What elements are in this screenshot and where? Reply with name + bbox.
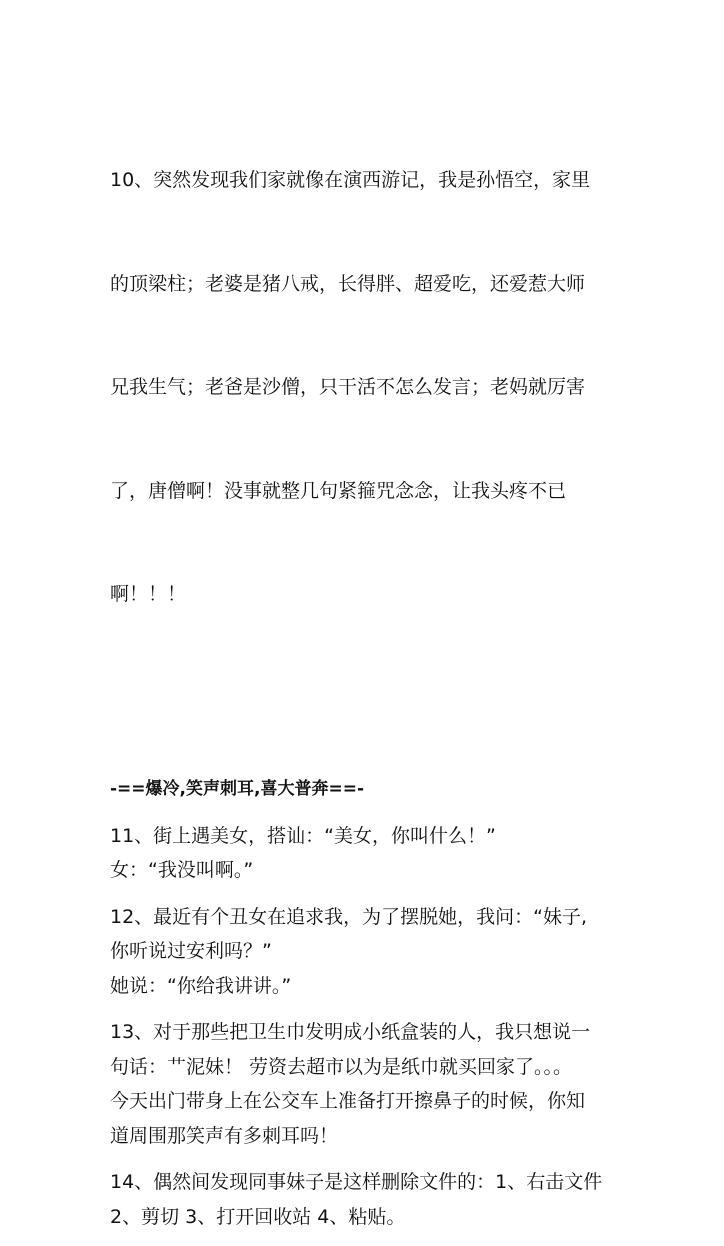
joke-12: [110, 900, 620, 1004]
section-spacer: [110, 681, 620, 772]
joke-14-line: 2、剪切 3、打开回收站 4、粘贴。: [110, 1205, 406, 1228]
joke-10-line: 的顶梁柱；老婆是猪八戒，长得胖、超爱吃，还爱惹大师: [110, 272, 586, 295]
joke-11-line: 女：“我没叫啊。”: [110, 859, 254, 881]
joke-10-line: 兄我生气；老爸是沙僧，只干活不怎么发言；老妈就厉害: [110, 376, 586, 398]
joke-13-line: 道周围那笑声有多刺耳吗！: [110, 1124, 339, 1147]
joke-11-line: 11、街上遇美女，搭讪：“美女，你叫什么！”: [110, 824, 496, 847]
joke-11: [110, 819, 620, 888]
joke-13-line: 句话：艹泥妹！ 劳资去超市以为是纸巾就买回家了。。。: [110, 1055, 573, 1078]
joke-13-line: 今天出门带身上在公交车上准备打开擦鼻子的时候，你知: [110, 1090, 586, 1112]
joke-12-line: 你听说过安利吗？”: [110, 940, 272, 962]
joke-12-line: 她说：“你给我讲讲。”: [110, 974, 292, 997]
joke-10-line: 10、突然发现我们家就像在演西游记，我是孙悟空，家里: [110, 169, 591, 191]
joke-14: [110, 1165, 620, 1234]
joke-10-line: 啊！！！: [110, 583, 187, 605]
document-page: [110, 94, 620, 1246]
joke-13: [110, 1015, 620, 1153]
joke-12-line: 12、最近有个丑女在追求我，为了摆脱她，我问：“妹子,: [110, 905, 588, 928]
joke-10-line: 了，唐僧啊！没事就整几句紧箍咒念念，让我头疼不已: [110, 479, 567, 502]
joke-13-line: 13、对于那些把卫生巾发明成小纸盒装的人，我只想说一: [110, 1021, 591, 1043]
joke-10-paragraph: [110, 94, 620, 681]
joke-14-line: 14、偶然间发现同事妹子是这样删除文件的：1、右击文件: [110, 1171, 603, 1193]
section-heading: -==爆冷,笑声刺耳,喜大普奔==-: [110, 778, 365, 799]
